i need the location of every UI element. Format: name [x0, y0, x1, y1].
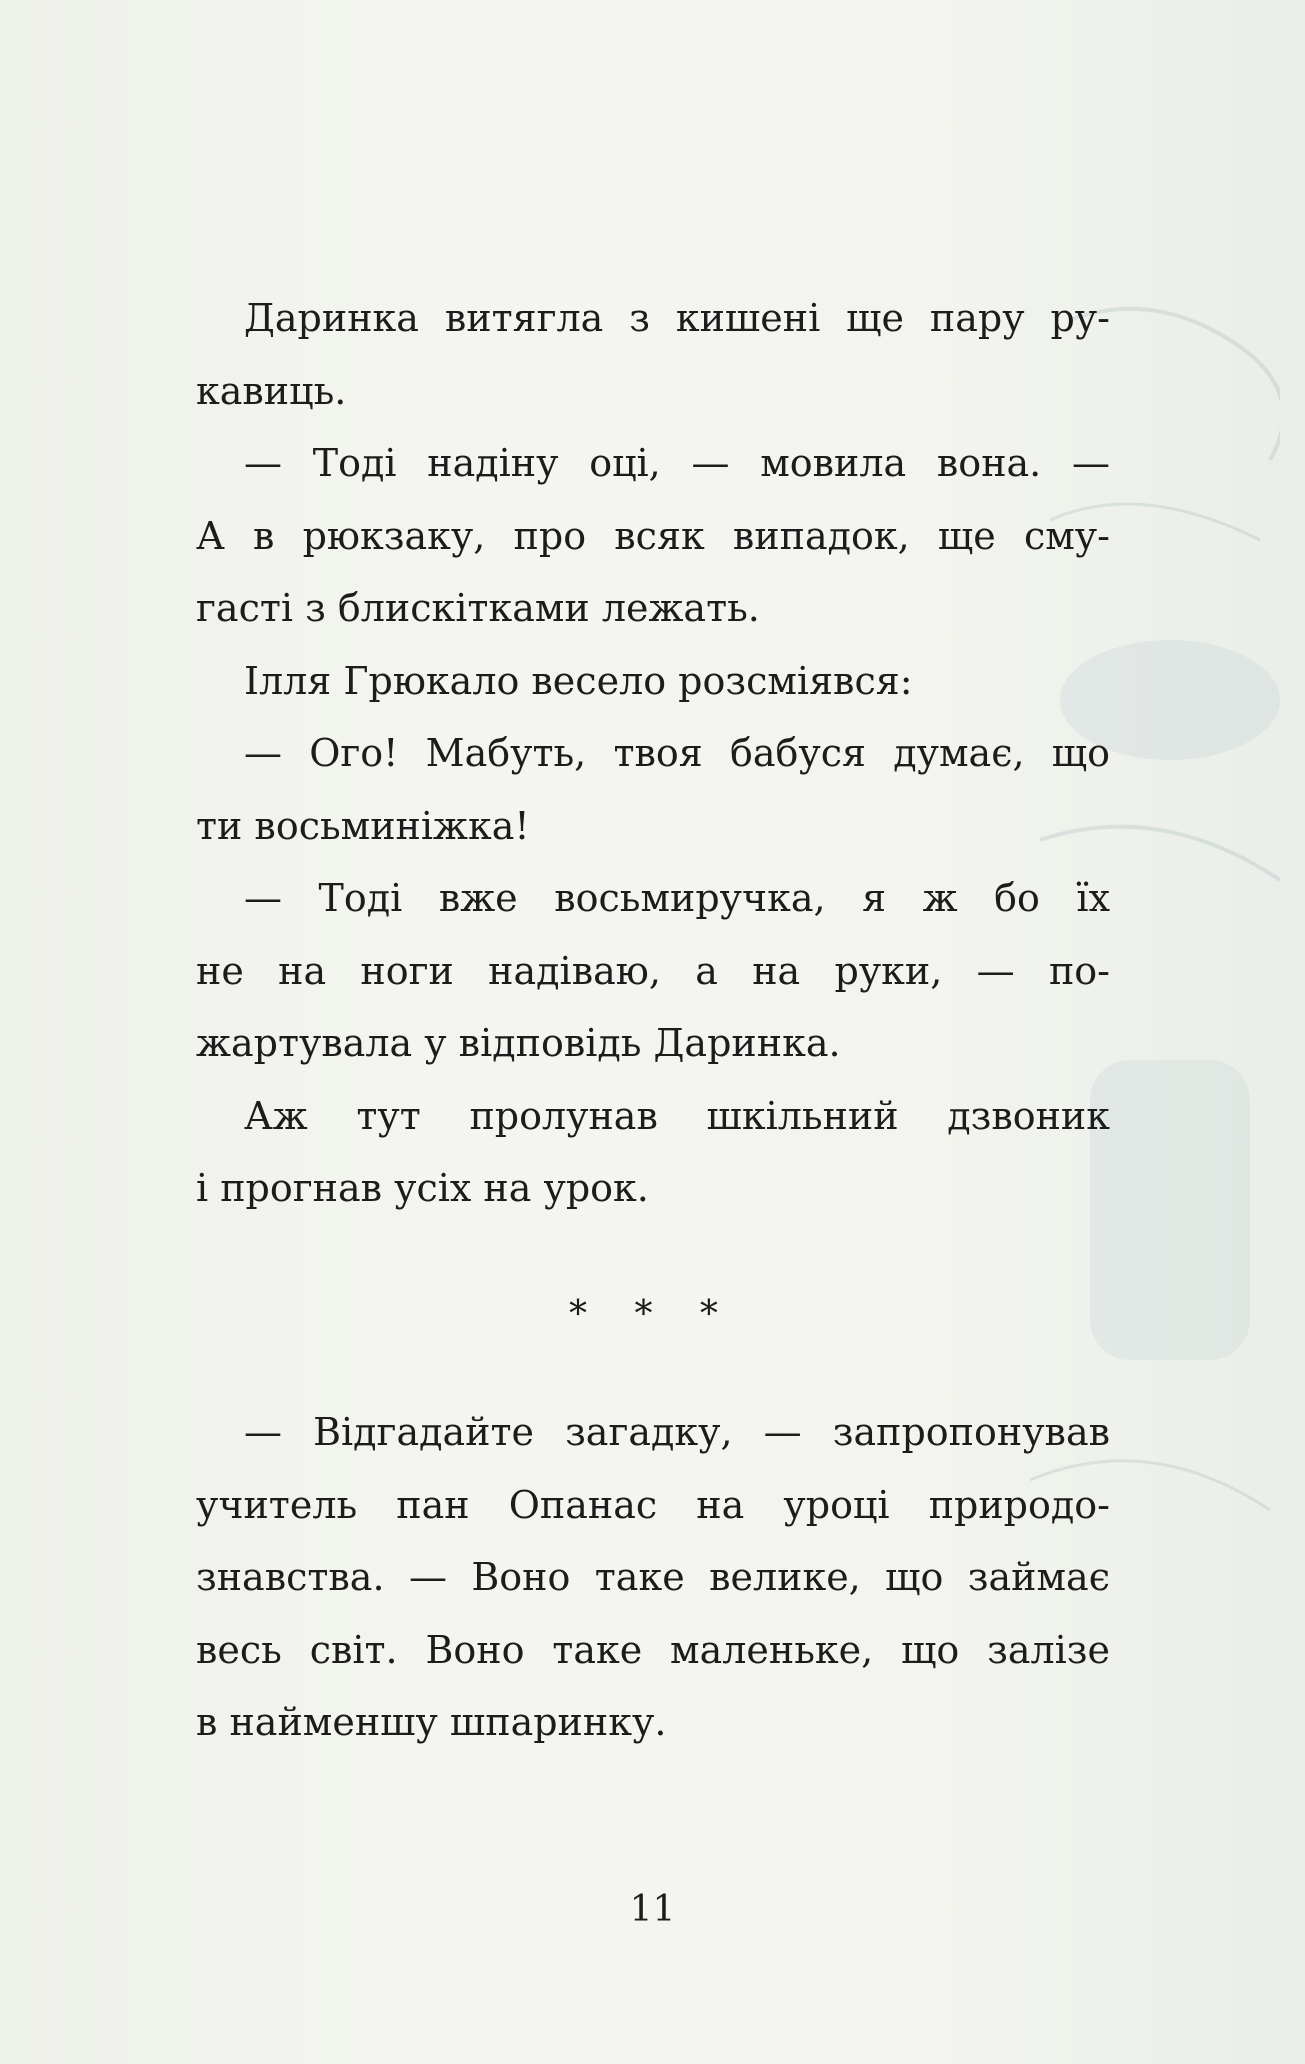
section-separator: * * * [569, 1294, 736, 1335]
text-line: знавства. — Воно таке велике, що займає [196, 1555, 1110, 1599]
text-line: А в рюкзаку, про всяк випадок, ще сму- [196, 513, 1110, 558]
text-line: гасті з блискітками лежать. [196, 586, 760, 630]
second-text-block [196, 1396, 1110, 1759]
text-line: в найменшу шпаринку. [196, 1700, 667, 1744]
page-number: 11 [629, 1889, 676, 1930]
text-line: весь світ. Воно таке маленьке, що залізе [196, 1627, 1110, 1672]
main-text-block [196, 282, 1110, 1225]
text-line: кавиць. [196, 368, 347, 413]
text-line: ти восьминіжка! [196, 803, 530, 848]
text-line: учитель пан Опанас на уроці природо- [196, 1482, 1110, 1527]
text-line: Аж тут пролунав шкільний дзвоник [244, 1093, 1110, 1138]
text-line: — Тоді вже восьмиручка, я ж бо їх [244, 876, 1110, 920]
text-line: Ілля Грюкало весело розсміявся: [244, 658, 913, 703]
text-line: не на ноги надіваю, а на руки, — по- [196, 948, 1110, 993]
text-line: — Тоді надіну оці, — мовила вона. — [244, 441, 1110, 485]
text-line: Даринка витягла з кишені ще пару ру- [244, 296, 1110, 340]
text-line: і прогнав усіх на урок. [196, 1166, 649, 1210]
text-line: — Ого! Мабуть, твоя бабуся думає, що [244, 731, 1110, 775]
text-line: жартувала у відповідь Даринка. [196, 1021, 841, 1065]
text-line: — Відгадайте загадку, — запропонував [244, 1410, 1110, 1454]
